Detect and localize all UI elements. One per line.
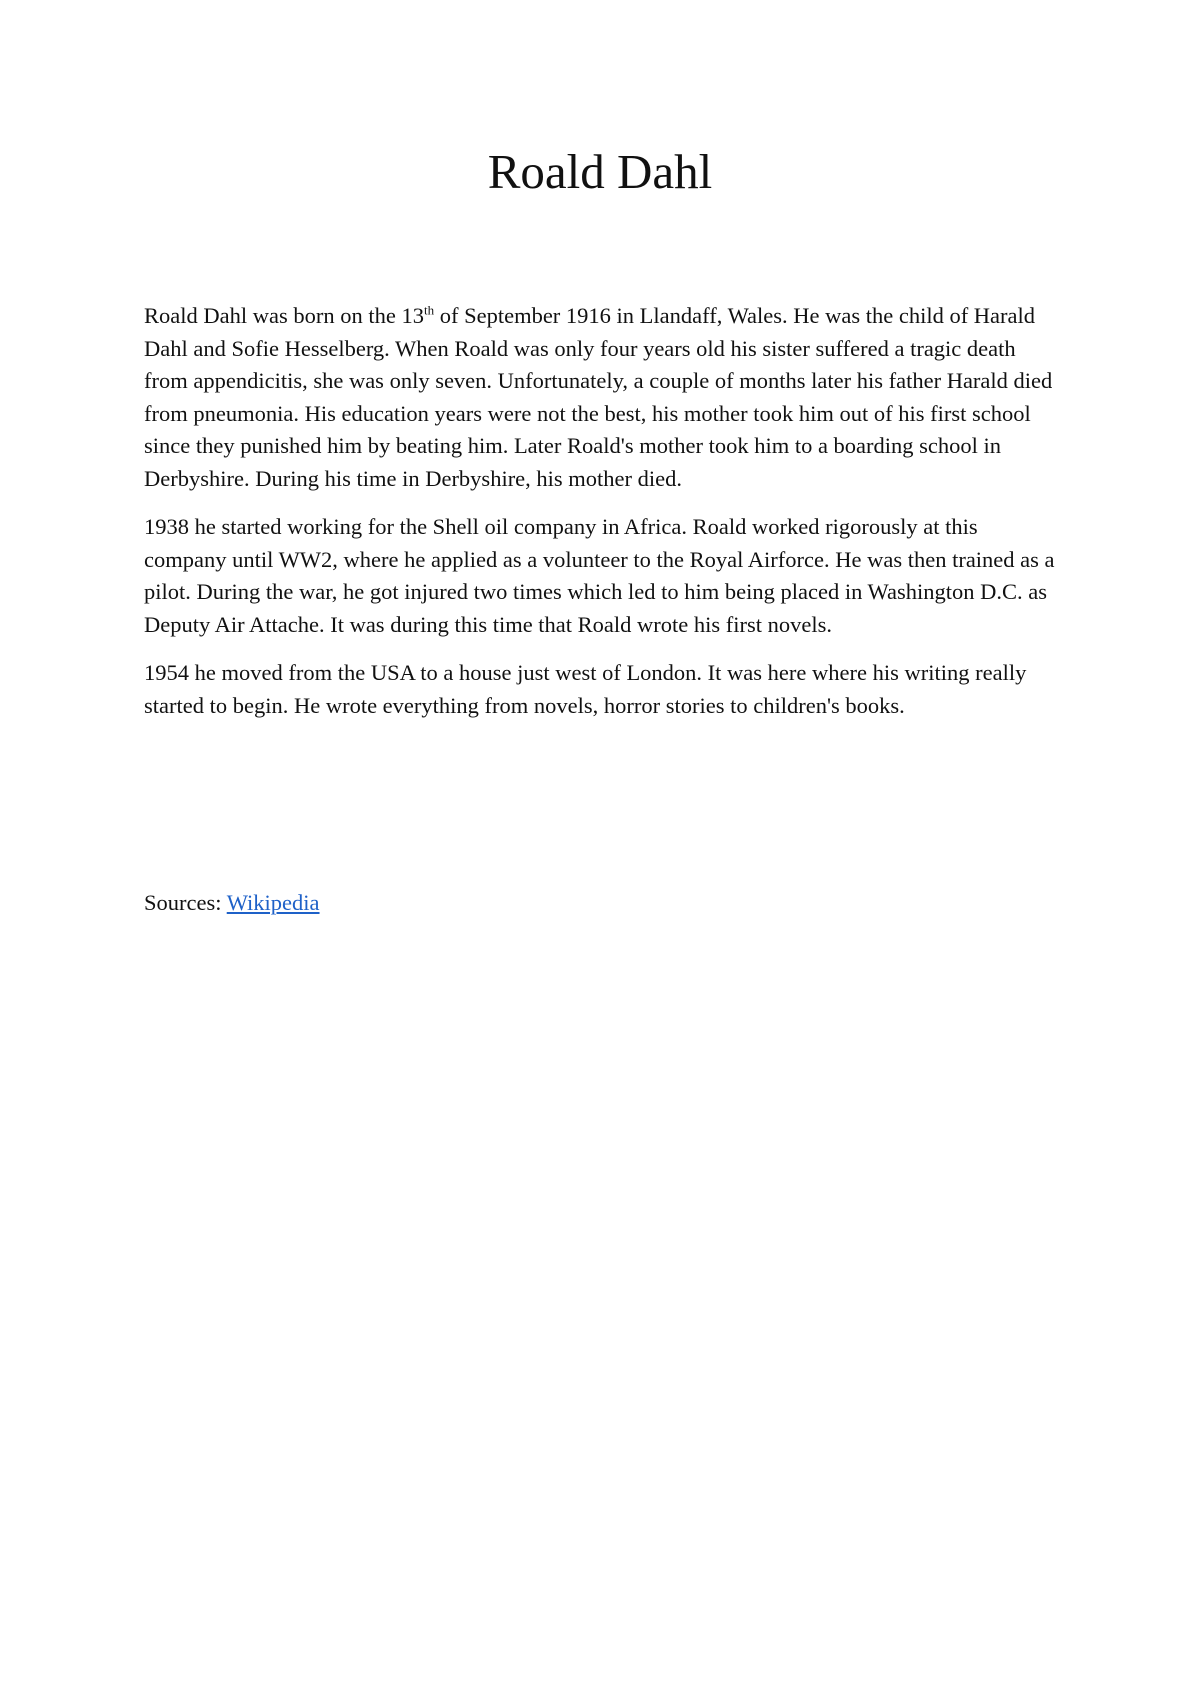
paragraph-writing-career: 1954 he moved from the USA to a house just west of London. It was here where his writing really started to begin. He wrote everything from novels, horror stories to children's books. bbox=[144, 660, 1027, 718]
wikipedia-link[interactable]: Wikipedia bbox=[226, 890, 320, 915]
document-title: Roald Dahl bbox=[487, 144, 713, 199]
sources-line bbox=[144, 887, 320, 920]
paragraph-biography-early-life bbox=[144, 300, 1064, 495]
paragraph-text-before-superscript: Roald Dahl was born on the 13 bbox=[144, 303, 424, 328]
sources-label: Sources: bbox=[144, 890, 227, 915]
document-body bbox=[144, 300, 1064, 738]
paragraph-text-after-superscript: of September 1916 in Llandaff, Wales. He was the child of Harald Dahl and Sofie Hesselberg. When Roald was only four years old his sister suffered a tragic death from appendicitis, she was only seven. Unfortunately, a couple of months later his father Harald died from pneumonia. His education years were not the best, his mother took him out of his first school since they punished him by beating him. Later Roald's mother took him to a boarding school in Derbyshire. During his time in Derbyshire, his mother died. bbox=[144, 303, 1053, 491]
paragraph-career-and-war: 1938 he started working for the Shell oil company in Africa. Roald worked rigorously at this company until WW2, where he applied as a volunteer to the Royal Airforce. He was then trained as a pilot. During the war, he got injured two times which led to him being placed in Washington D.C. as Deputy Air Attache. It was during this time that Roald wrote his first novels. bbox=[144, 514, 1055, 637]
ordinal-superscript: th bbox=[423, 302, 435, 318]
